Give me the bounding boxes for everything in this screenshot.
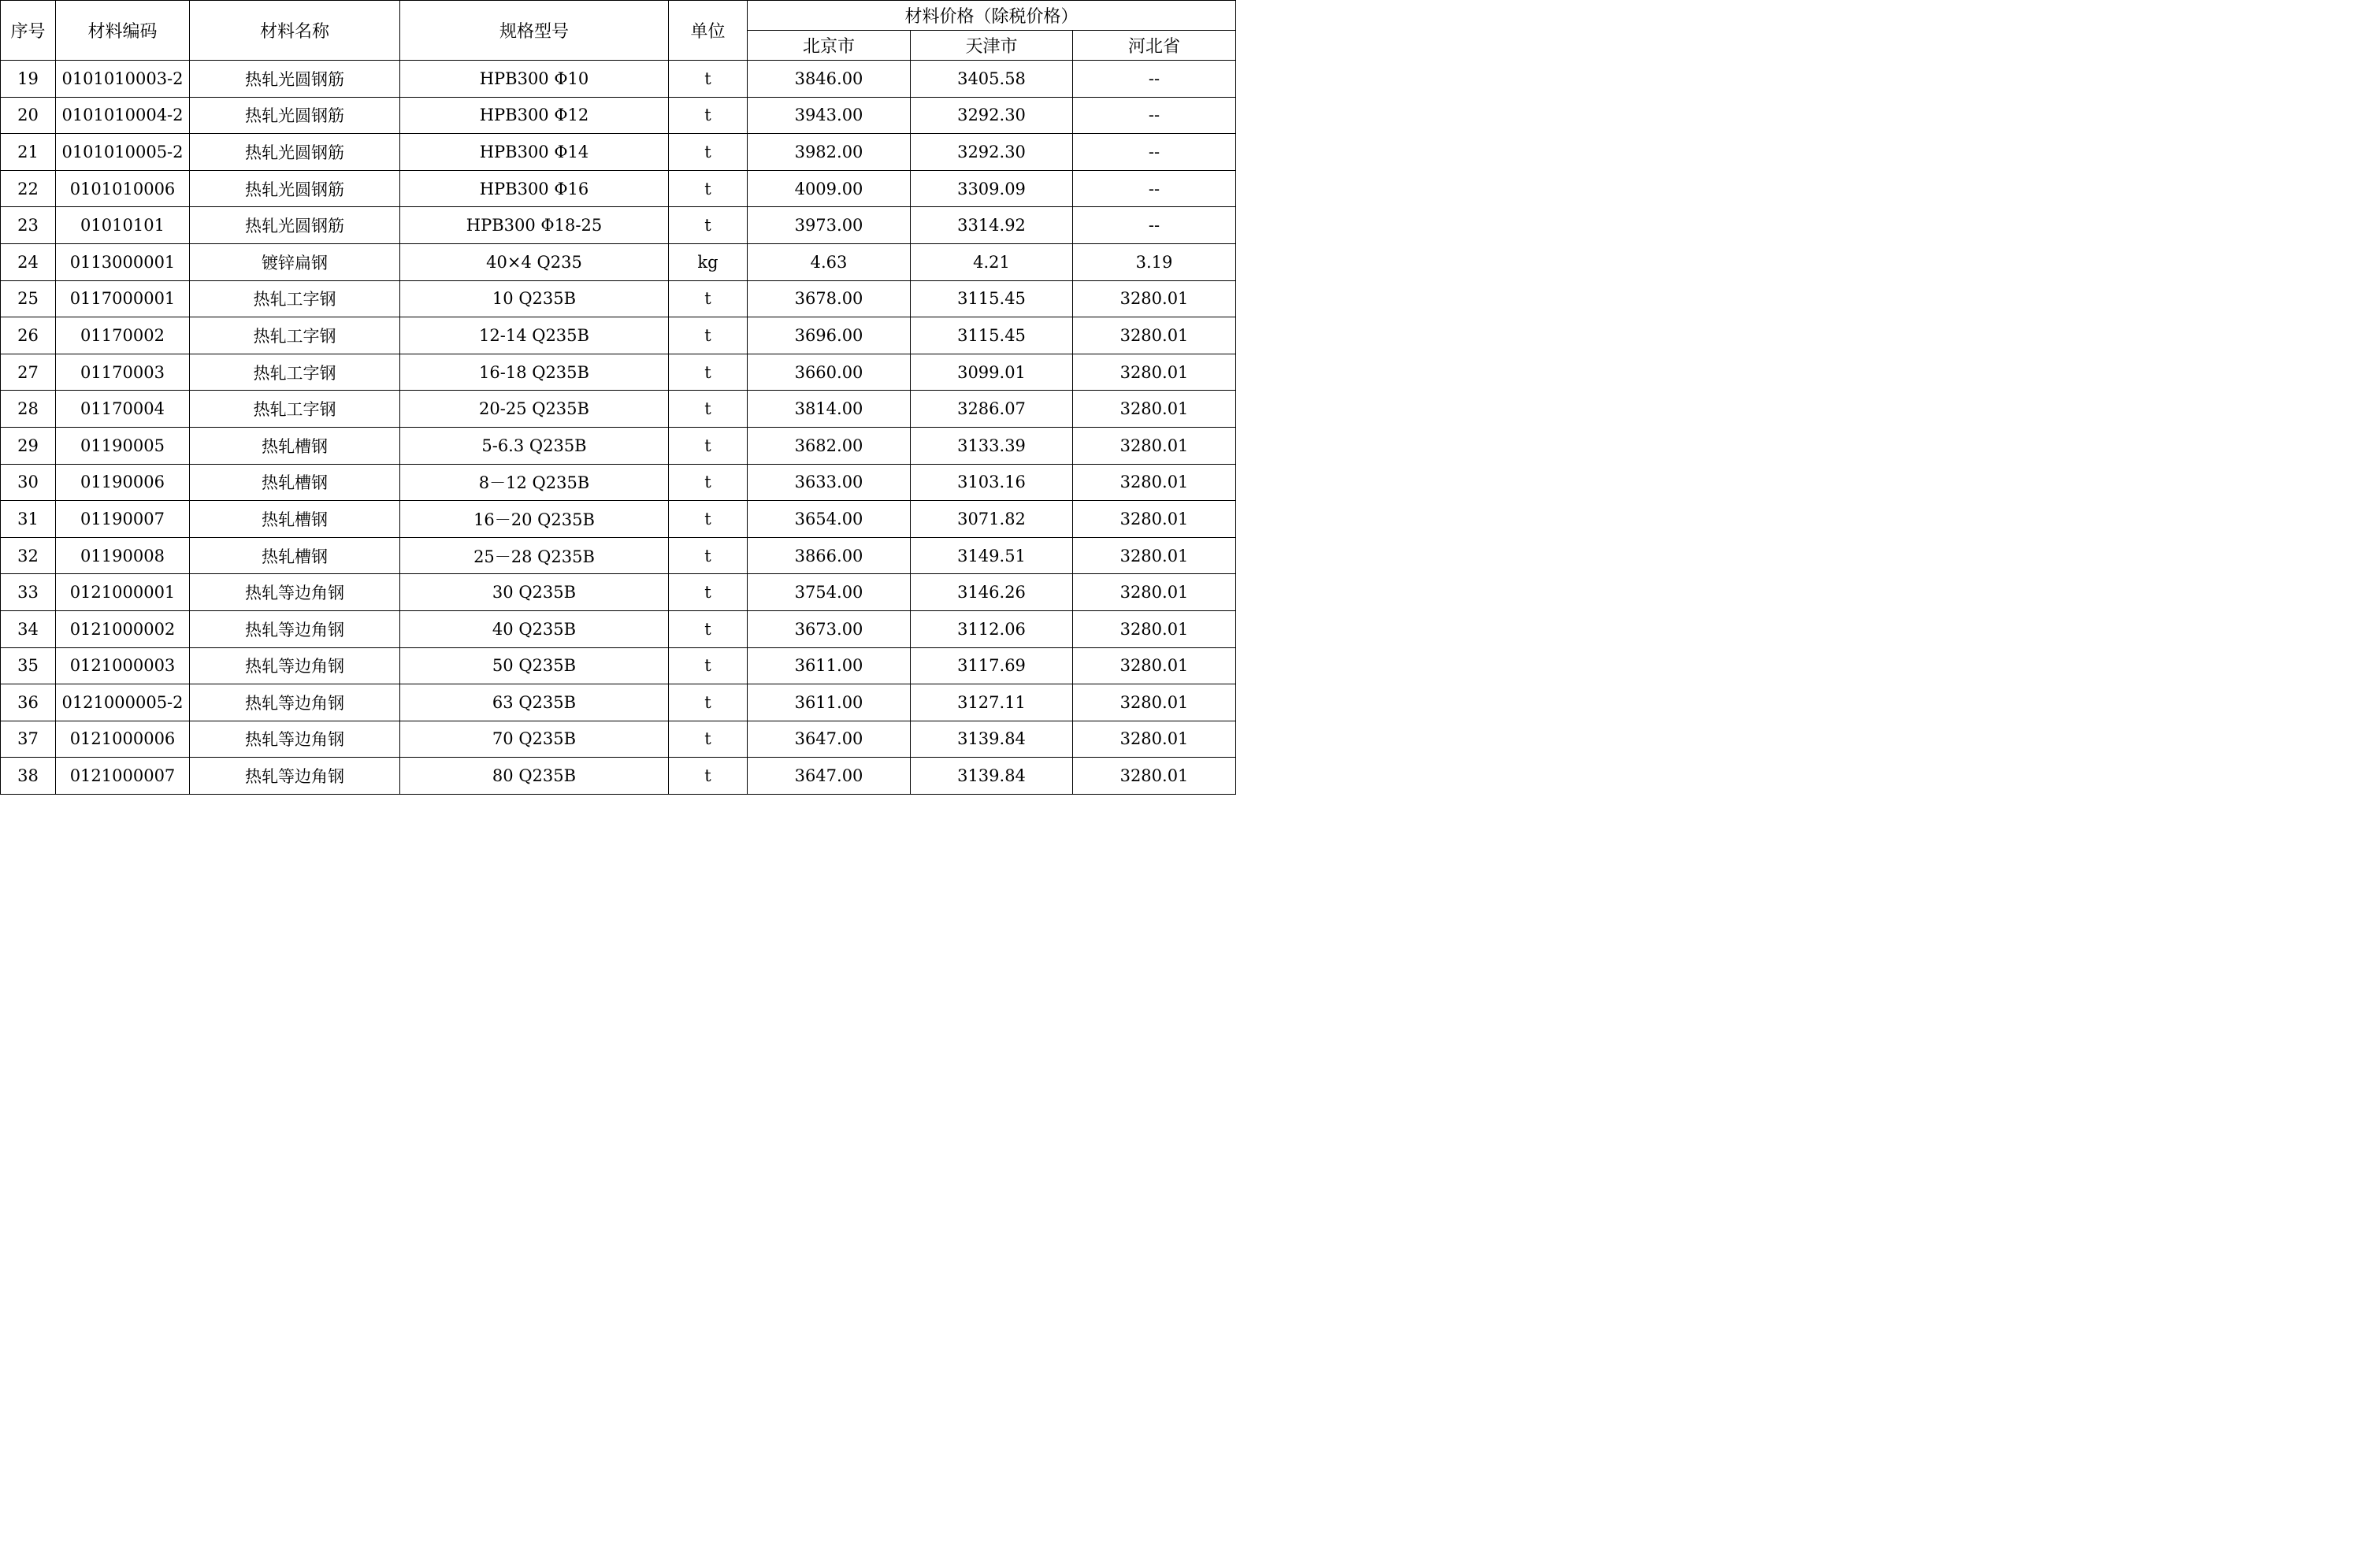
cell-seq: 27 bbox=[1, 354, 56, 391]
cell-price-tianjin: 3309.09 bbox=[911, 170, 1073, 207]
cell-name: 热轧光圆钢筋 bbox=[190, 170, 400, 207]
cell-spec: 16－20 Q235B bbox=[400, 501, 669, 538]
cell-seq: 32 bbox=[1, 537, 56, 574]
cell-price-tianjin: 3103.16 bbox=[911, 464, 1073, 501]
cell-spec: 50 Q235B bbox=[400, 647, 669, 684]
cell-price-tianjin: 3071.82 bbox=[911, 501, 1073, 538]
cell-name: 热轧等边角钢 bbox=[190, 574, 400, 611]
cell-spec: 70 Q235B bbox=[400, 721, 669, 758]
cell-price-beijing: 3982.00 bbox=[748, 134, 911, 171]
cell-price-beijing: 3611.00 bbox=[748, 647, 911, 684]
table-row bbox=[1, 574, 1236, 611]
cell-name: 热轧等边角钢 bbox=[190, 647, 400, 684]
cell-unit: t bbox=[669, 574, 748, 611]
cell-price-beijing: 3973.00 bbox=[748, 207, 911, 244]
cell-code: 0101010005-2 bbox=[56, 134, 190, 171]
header-price-group: 材料价格（除税价格） bbox=[748, 1, 1236, 31]
table-row bbox=[1, 464, 1236, 501]
cell-spec: 40 Q235B bbox=[400, 610, 669, 647]
cell-code: 0121000006 bbox=[56, 721, 190, 758]
cell-seq: 38 bbox=[1, 758, 56, 795]
cell-seq: 37 bbox=[1, 721, 56, 758]
cell-unit: t bbox=[669, 537, 748, 574]
cell-seq: 21 bbox=[1, 134, 56, 171]
cell-seq: 26 bbox=[1, 317, 56, 354]
cell-price-hebei: 3280.01 bbox=[1073, 574, 1236, 611]
cell-name: 热轧槽钢 bbox=[190, 464, 400, 501]
cell-price-beijing: 4.63 bbox=[748, 243, 911, 280]
cell-unit: t bbox=[669, 170, 748, 207]
cell-code: 0101010004-2 bbox=[56, 97, 190, 134]
cell-price-beijing: 3682.00 bbox=[748, 427, 911, 464]
cell-name: 热轧槽钢 bbox=[190, 537, 400, 574]
cell-code: 01190006 bbox=[56, 464, 190, 501]
cell-unit: t bbox=[669, 280, 748, 317]
cell-code: 01010101 bbox=[56, 207, 190, 244]
cell-unit: t bbox=[669, 647, 748, 684]
cell-spec: 25－28 Q235B bbox=[400, 537, 669, 574]
cell-price-beijing: 3647.00 bbox=[748, 758, 911, 795]
cell-price-tianjin: 3314.92 bbox=[911, 207, 1073, 244]
cell-seq: 22 bbox=[1, 170, 56, 207]
cell-spec: HPB300 Φ14 bbox=[400, 134, 669, 171]
cell-seq: 33 bbox=[1, 574, 56, 611]
cell-code: 0121000003 bbox=[56, 647, 190, 684]
cell-spec: 12-14 Q235B bbox=[400, 317, 669, 354]
cell-code: 01190005 bbox=[56, 427, 190, 464]
cell-spec: 80 Q235B bbox=[400, 758, 669, 795]
cell-unit: t bbox=[669, 97, 748, 134]
cell-price-beijing: 4009.00 bbox=[748, 170, 911, 207]
cell-spec: HPB300 Φ12 bbox=[400, 97, 669, 134]
table-row bbox=[1, 427, 1236, 464]
header-row bbox=[1, 1, 1236, 31]
cell-code: 0101010006 bbox=[56, 170, 190, 207]
cell-name: 热轧工字钢 bbox=[190, 317, 400, 354]
table-row bbox=[1, 170, 1236, 207]
cell-unit: t bbox=[669, 758, 748, 795]
cell-price-hebei: 3.19 bbox=[1073, 243, 1236, 280]
table-row bbox=[1, 280, 1236, 317]
cell-name: 热轧等边角钢 bbox=[190, 758, 400, 795]
header-unit: 单位 bbox=[669, 1, 748, 61]
cell-price-beijing: 3814.00 bbox=[748, 391, 911, 428]
cell-name: 热轧等边角钢 bbox=[190, 610, 400, 647]
cell-name: 热轧工字钢 bbox=[190, 391, 400, 428]
cell-unit: t bbox=[669, 354, 748, 391]
cell-price-tianjin: 3112.06 bbox=[911, 610, 1073, 647]
cell-seq: 34 bbox=[1, 610, 56, 647]
cell-price-tianjin: 3149.51 bbox=[911, 537, 1073, 574]
cell-price-tianjin: 3292.30 bbox=[911, 134, 1073, 171]
cell-price-tianjin: 3099.01 bbox=[911, 354, 1073, 391]
cell-spec: 10 Q235B bbox=[400, 280, 669, 317]
table-row bbox=[1, 758, 1236, 795]
header-seq: 序号 bbox=[1, 1, 56, 61]
cell-price-hebei: 3280.01 bbox=[1073, 721, 1236, 758]
table-row bbox=[1, 537, 1236, 574]
cell-price-hebei: 3280.01 bbox=[1073, 280, 1236, 317]
cell-unit: t bbox=[669, 207, 748, 244]
cell-name: 热轧工字钢 bbox=[190, 354, 400, 391]
cell-price-beijing: 3647.00 bbox=[748, 721, 911, 758]
cell-price-beijing: 3633.00 bbox=[748, 464, 911, 501]
cell-price-hebei: 3280.01 bbox=[1073, 501, 1236, 538]
cell-price-hebei: 3280.01 bbox=[1073, 427, 1236, 464]
cell-code: 0121000007 bbox=[56, 758, 190, 795]
cell-unit: t bbox=[669, 464, 748, 501]
cell-code: 0113000001 bbox=[56, 243, 190, 280]
cell-unit: t bbox=[669, 684, 748, 721]
cell-name: 热轧槽钢 bbox=[190, 501, 400, 538]
cell-seq: 19 bbox=[1, 61, 56, 98]
cell-price-hebei: -- bbox=[1073, 207, 1236, 244]
cell-code: 0117000001 bbox=[56, 280, 190, 317]
table-row bbox=[1, 610, 1236, 647]
cell-price-tianjin: 3115.45 bbox=[911, 317, 1073, 354]
cell-code: 01170003 bbox=[56, 354, 190, 391]
table-row bbox=[1, 317, 1236, 354]
cell-seq: 31 bbox=[1, 501, 56, 538]
table-row bbox=[1, 721, 1236, 758]
cell-price-tianjin: 3117.69 bbox=[911, 647, 1073, 684]
cell-price-hebei: 3280.01 bbox=[1073, 537, 1236, 574]
cell-price-tianjin: 3292.30 bbox=[911, 97, 1073, 134]
cell-spec: HPB300 Φ18-25 bbox=[400, 207, 669, 244]
cell-price-hebei: 3280.01 bbox=[1073, 647, 1236, 684]
cell-price-beijing: 3611.00 bbox=[748, 684, 911, 721]
cell-price-beijing: 3673.00 bbox=[748, 610, 911, 647]
cell-name: 热轧等边角钢 bbox=[190, 721, 400, 758]
cell-price-tianjin: 3146.26 bbox=[911, 574, 1073, 611]
cell-price-hebei: -- bbox=[1073, 97, 1236, 134]
cell-code: 01190007 bbox=[56, 501, 190, 538]
table-row bbox=[1, 354, 1236, 391]
cell-unit: t bbox=[669, 501, 748, 538]
cell-code: 01170002 bbox=[56, 317, 190, 354]
table-row bbox=[1, 134, 1236, 171]
table-row bbox=[1, 207, 1236, 244]
cell-price-beijing: 3846.00 bbox=[748, 61, 911, 98]
cell-spec: 40×4 Q235 bbox=[400, 243, 669, 280]
cell-price-tianjin: 4.21 bbox=[911, 243, 1073, 280]
cell-price-hebei: 3280.01 bbox=[1073, 464, 1236, 501]
cell-name: 热轧工字钢 bbox=[190, 280, 400, 317]
table-row bbox=[1, 61, 1236, 98]
cell-seq: 24 bbox=[1, 243, 56, 280]
cell-code: 01170004 bbox=[56, 391, 190, 428]
cell-unit: t bbox=[669, 610, 748, 647]
cell-unit: t bbox=[669, 391, 748, 428]
cell-price-beijing: 3696.00 bbox=[748, 317, 911, 354]
cell-name: 热轧光圆钢筋 bbox=[190, 134, 400, 171]
table-row bbox=[1, 243, 1236, 280]
table-row bbox=[1, 647, 1236, 684]
cell-price-hebei: -- bbox=[1073, 134, 1236, 171]
cell-seq: 36 bbox=[1, 684, 56, 721]
cell-price-tianjin: 3115.45 bbox=[911, 280, 1073, 317]
cell-price-tianjin: 3286.07 bbox=[911, 391, 1073, 428]
cell-price-tianjin: 3405.58 bbox=[911, 61, 1073, 98]
cell-seq: 28 bbox=[1, 391, 56, 428]
header-name: 材料名称 bbox=[190, 1, 400, 61]
cell-seq: 20 bbox=[1, 97, 56, 134]
cell-price-beijing: 3943.00 bbox=[748, 97, 911, 134]
cell-seq: 35 bbox=[1, 647, 56, 684]
cell-spec: HPB300 Φ10 bbox=[400, 61, 669, 98]
cell-price-beijing: 3678.00 bbox=[748, 280, 911, 317]
cell-name: 热轧等边角钢 bbox=[190, 684, 400, 721]
cell-name: 热轧光圆钢筋 bbox=[190, 207, 400, 244]
cell-unit: t bbox=[669, 721, 748, 758]
cell-seq: 29 bbox=[1, 427, 56, 464]
header-region-tianjin: 天津市 bbox=[911, 31, 1073, 61]
cell-price-hebei: -- bbox=[1073, 61, 1236, 98]
cell-code: 0121000002 bbox=[56, 610, 190, 647]
cell-price-hebei: 3280.01 bbox=[1073, 391, 1236, 428]
header-code: 材料编码 bbox=[56, 1, 190, 61]
table-row bbox=[1, 501, 1236, 538]
cell-spec: 30 Q235B bbox=[400, 574, 669, 611]
cell-spec: HPB300 Φ16 bbox=[400, 170, 669, 207]
table-body bbox=[1, 61, 1236, 795]
cell-code: 0121000001 bbox=[56, 574, 190, 611]
header-region-beijing: 北京市 bbox=[748, 31, 911, 61]
header-region-hebei: 河北省 bbox=[1073, 31, 1236, 61]
cell-unit: t bbox=[669, 134, 748, 171]
cell-price-beijing: 3660.00 bbox=[748, 354, 911, 391]
cell-price-hebei: 3280.01 bbox=[1073, 758, 1236, 795]
cell-price-tianjin: 3139.84 bbox=[911, 721, 1073, 758]
cell-name: 热轧光圆钢筋 bbox=[190, 61, 400, 98]
cell-price-beijing: 3866.00 bbox=[748, 537, 911, 574]
cell-seq: 23 bbox=[1, 207, 56, 244]
cell-name: 热轧光圆钢筋 bbox=[190, 97, 400, 134]
header-spec: 规格型号 bbox=[400, 1, 669, 61]
cell-unit: t bbox=[669, 317, 748, 354]
cell-price-tianjin: 3133.39 bbox=[911, 427, 1073, 464]
cell-spec: 63 Q235B bbox=[400, 684, 669, 721]
cell-unit: t bbox=[669, 61, 748, 98]
cell-code: 01190008 bbox=[56, 537, 190, 574]
table-row bbox=[1, 97, 1236, 134]
cell-price-hebei: -- bbox=[1073, 170, 1236, 207]
cell-spec: 16-18 Q235B bbox=[400, 354, 669, 391]
cell-spec: 20-25 Q235B bbox=[400, 391, 669, 428]
cell-code: 0101010003-2 bbox=[56, 61, 190, 98]
cell-price-tianjin: 3139.84 bbox=[911, 758, 1073, 795]
table-row bbox=[1, 684, 1236, 721]
cell-unit: t bbox=[669, 427, 748, 464]
cell-price-hebei: 3280.01 bbox=[1073, 354, 1236, 391]
cell-spec: 5-6.3 Q235B bbox=[400, 427, 669, 464]
material-price-table bbox=[0, 0, 1236, 795]
cell-price-hebei: 3280.01 bbox=[1073, 317, 1236, 354]
cell-unit: kg bbox=[669, 243, 748, 280]
cell-name: 镀锌扁钢 bbox=[190, 243, 400, 280]
cell-code: 0121000005-2 bbox=[56, 684, 190, 721]
cell-price-hebei: 3280.01 bbox=[1073, 684, 1236, 721]
cell-price-beijing: 3654.00 bbox=[748, 501, 911, 538]
cell-price-hebei: 3280.01 bbox=[1073, 610, 1236, 647]
cell-spec: 8－12 Q235B bbox=[400, 464, 669, 501]
cell-seq: 30 bbox=[1, 464, 56, 501]
cell-name: 热轧槽钢 bbox=[190, 427, 400, 464]
cell-price-tianjin: 3127.11 bbox=[911, 684, 1073, 721]
cell-seq: 25 bbox=[1, 280, 56, 317]
table-row bbox=[1, 391, 1236, 428]
cell-price-beijing: 3754.00 bbox=[748, 574, 911, 611]
